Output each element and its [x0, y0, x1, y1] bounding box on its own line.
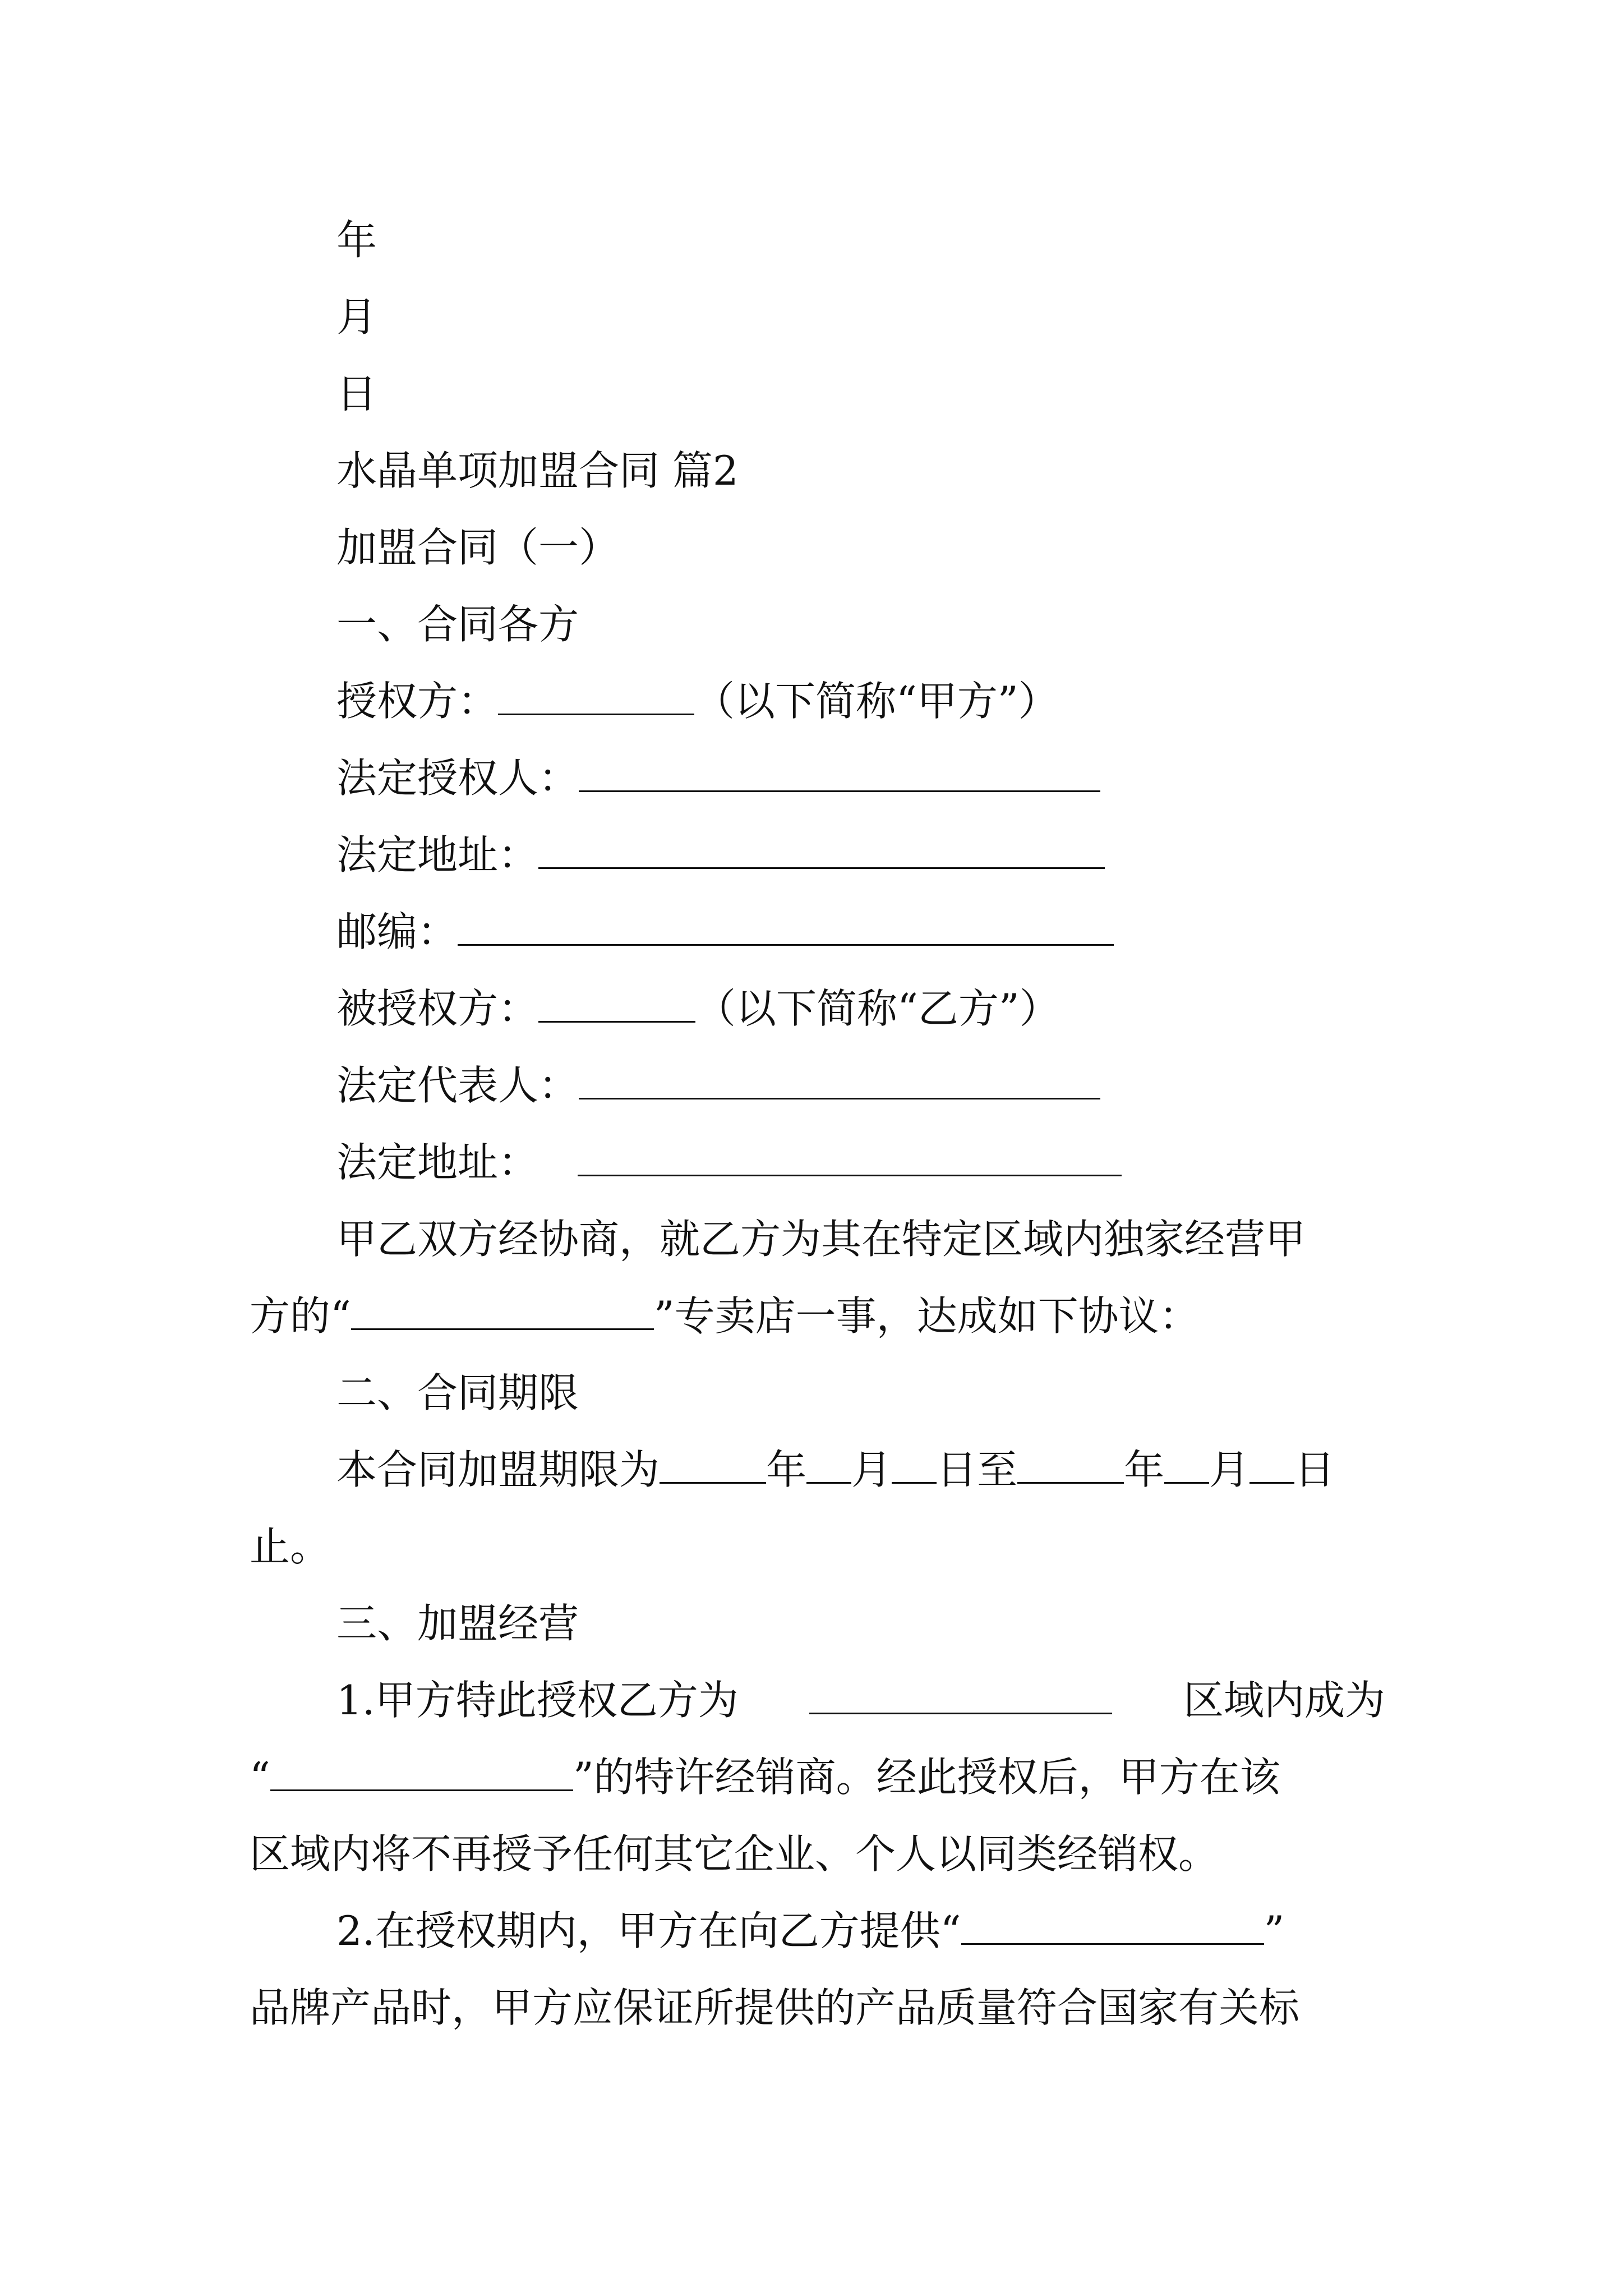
term-line	[336, 1442, 1335, 1498]
legal-authorizer-line	[336, 750, 1100, 806]
end-year-label: 年	[1124, 1446, 1165, 1493]
legal-address-line	[336, 827, 1105, 883]
postcode-label: 邮编：	[336, 908, 458, 955]
grantee-blank	[538, 981, 695, 1023]
date-year: 年	[336, 217, 377, 264]
start-year-blank	[660, 1442, 766, 1484]
grantee-label: 被授权方：	[336, 985, 539, 1032]
intro-line-1: 甲乙双方经协商，就乙方为其在特定区域内独家经营甲	[336, 1216, 1306, 1263]
legal-representative-blank	[579, 1057, 1100, 1099]
clause-2-end: ”	[1264, 1907, 1285, 1954]
legal-authorizer-label: 法定授权人：	[336, 754, 579, 802]
clause-2-line-1	[336, 1903, 1284, 1959]
legal-authorizer-blank	[579, 750, 1100, 792]
legal-address-label: 法定地址：	[336, 831, 539, 878]
date-month: 月	[336, 293, 377, 341]
grantor-suffix: （以下简称“甲方”）	[694, 678, 1059, 725]
clause-1-line-2-start: “	[250, 1754, 270, 1801]
start-month-blank	[806, 1442, 851, 1484]
end-year-blank	[1017, 1442, 1124, 1484]
contract-title: 加盟合同（一）	[336, 524, 620, 571]
postcode-blank	[458, 904, 1114, 946]
region-blank	[809, 1672, 1112, 1714]
dealer-brand-blank	[270, 1749, 573, 1791]
grantee-line	[336, 981, 1060, 1037]
legal-address-2-line	[336, 1134, 1122, 1190]
clause-1-end: 区域内成为	[1183, 1677, 1385, 1724]
brand-blank	[961, 1903, 1264, 1945]
end-day-blank	[1249, 1442, 1294, 1484]
legal-address-2-blank	[578, 1134, 1122, 1176]
grantor-label: 授权方：	[336, 678, 499, 725]
legal-representative-label: 法定代表人：	[336, 1062, 579, 1109]
start-year-label: 年	[766, 1446, 807, 1493]
clause-1-line-1	[336, 1672, 1385, 1728]
term-prefix: 本合同加盟期限为	[336, 1446, 660, 1493]
start-day-blank	[892, 1442, 937, 1484]
legal-address-2-label: 法定地址：	[336, 1139, 539, 1186]
grantor-line	[336, 673, 1059, 729]
legal-representative-line	[336, 1057, 1100, 1114]
grantee-suffix: （以下简称“乙方”）	[695, 985, 1060, 1032]
section-3-heading: 三、加盟经营	[336, 1600, 579, 1647]
postcode-line	[336, 904, 1114, 960]
end-month-label: 月	[1209, 1446, 1250, 1493]
day-to-label: 日至	[937, 1446, 1018, 1493]
intro-line-2-end: ”专卖店一事，达成如下协议：	[653, 1292, 1200, 1340]
section-1-heading: 一、合同各方	[336, 601, 579, 648]
store-name-blank	[351, 1288, 654, 1330]
clause-1-line-2-end: ”的特许经销商。经此授权后，甲方在该	[573, 1754, 1280, 1801]
intro-line-2-start: 方的“	[250, 1292, 351, 1340]
clause-2-start: 2.在授权期内，甲方在向乙方提供“	[336, 1907, 961, 1954]
end-day-label: 日	[1294, 1446, 1335, 1493]
term-end: 止。	[250, 1523, 331, 1570]
legal-address-blank	[538, 827, 1105, 869]
section-title: 水晶单项加盟合同 篇2	[336, 447, 739, 494]
section-2-heading: 二、合同期限	[336, 1369, 579, 1416]
clause-2-line-2: 品牌产品时，甲方应保证所提供的产品质量符合国家有关标	[250, 1984, 1300, 2031]
grantor-blank	[498, 673, 694, 715]
end-month-blank	[1164, 1442, 1209, 1484]
clause-1-start: 1.甲方特此授权乙方为	[336, 1677, 739, 1724]
intro-line-2	[250, 1288, 1200, 1344]
start-month-label: 月	[851, 1446, 892, 1493]
date-day: 日	[336, 370, 377, 417]
clause-1-line-2	[250, 1749, 1280, 1805]
clause-1-line-3: 区域内将不再授予任何其它企业、个人以同类经销权。	[250, 1830, 1219, 1878]
